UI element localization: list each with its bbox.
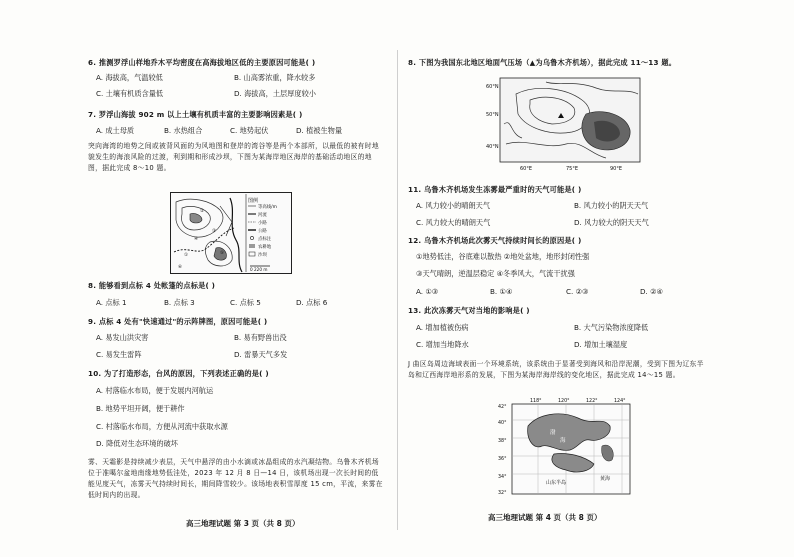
bohai-sea-map	[498, 396, 634, 500]
question-12-option-d: D. ②④	[640, 287, 663, 296]
map3-lat-36: 36°	[498, 457, 507, 462]
question-9-option-d: D. 雷暴天气多发	[234, 350, 288, 359]
question-10-option-a: A. 村落临水布局，便于发展内河航运	[96, 386, 214, 395]
map1-legend-river: 河流	[258, 213, 267, 218]
page-divider	[397, 50, 398, 530]
question-10-option-c: C. 村落临水布局，方便从河流中获取水源	[96, 422, 228, 431]
map3-lon-122: 122°	[586, 399, 598, 404]
question-12-statements-2: ③天气晴朗，逆温层稳定 ④冬季风大，气流干扰强	[416, 269, 575, 278]
question-10-stem: 10. 为了打造形态，台风的原因，下列表述正确的是( )	[88, 369, 269, 378]
question-12-option-c: C. ②③	[566, 287, 589, 296]
question-11-option-a: A. 风力较小的晴朗天气	[416, 201, 491, 210]
map2-lon-75: 75°E	[566, 166, 579, 172]
contour-map-figure	[170, 192, 292, 274]
question-8-option-a: A. 点标 1	[96, 298, 127, 307]
svg-text:①: ①	[184, 253, 189, 258]
svg-text:③: ③	[212, 229, 217, 234]
map3-lon-120: 120°	[558, 399, 570, 404]
svg-text:⑥: ⑥	[178, 265, 183, 270]
question-12-option-b: B. ①④	[490, 287, 513, 296]
map3-label-bo: 渤	[550, 430, 556, 436]
question-6-stem: 6. 推测罗浮山样地乔木平均密度在高海拔地区低的主要原因可能是( )	[88, 58, 316, 67]
question-6-option-d: D. 海拔高，土层厚度较小	[234, 89, 316, 98]
map1-legend-farmland: 农耕地	[258, 245, 272, 250]
map1-legend-title: 图例	[248, 198, 259, 204]
passage-14-15: J 曲区岛周边海域表面一个环境系统，该系统由于显著受到海风和沿岸泥潮，受到下图为辽东半岛和辽西海岸地形系的发展，下图为某海岸海岸线的变化地区，据此完成 14～15 题。	[408, 360, 704, 379]
map1-legend-contour: 等高线/m	[258, 205, 277, 210]
svg-text:④: ④	[194, 237, 199, 242]
map2-lon-60: 60°E	[520, 166, 533, 172]
passage-11-13-map-intro: 8. 下图为我国东北地区地面气压场（▲为乌鲁木齐机场），据此完成 11～13 题。	[408, 58, 677, 67]
passage-11-13: 雾、天霜影是持续减少表层，天气中悬浮的由小水滴或冰晶组成的水汽凝结物。乌鲁木齐机场位于准噶尔盆地南缘地势低洼处，2023 年 12 月 8 日—14 日，该机场出现一次长时间的低能见度天气，冻雾天气持续时间长，期间降雪较少。该场地表积雪厚度 15 cm，平流，来雾在低时间内的出现。	[88, 458, 383, 499]
map3-lat-42: 42°	[498, 405, 507, 410]
map2-lat-50: 50°N	[486, 112, 499, 118]
pressure-field-map	[486, 74, 642, 174]
question-6-option-c: C. 土壤有机质含量低	[96, 89, 164, 98]
question-13-option-b: B. 大气污染物浓度降低	[574, 323, 649, 332]
map3-lat-32: 32°	[498, 491, 507, 496]
question-8-stem: 8. 能够看到点标 4 处帐篷的点标是( )	[88, 281, 216, 290]
map3-lat-38: 38°	[498, 439, 507, 444]
question-8-option-c: C. 点标 5	[230, 298, 261, 307]
question-13-stem: 13. 此次冻雾天气对当地的影响是( )	[408, 306, 530, 315]
question-11-option-b: B. 风力较小的阴天天气	[574, 201, 649, 210]
question-12-statements-1: ①地势低洼，谷底难以散热 ②地处盆地，地形封闭性强	[416, 252, 590, 261]
passage-8-10: 突向海湾的地势之间或被背风面的为风地图和登岸的湾谷等是两个本部所，以最低的被有时地貌发生的海浪风险的过渡，利到期和形成沙坝，下图为某海岸地区海岸的基础活动地区的地图，据此完成 8～10 题。	[88, 142, 379, 172]
map1-legend-point: 点标注	[258, 237, 272, 242]
svg-text:⑤: ⑤	[220, 251, 225, 256]
map2-lat-60: 60°N	[486, 84, 499, 90]
question-11-option-d: D. 风力较大的阴天天气	[574, 218, 649, 227]
question-6-option-a: A. 海拔高，气温较低	[96, 73, 163, 82]
svg-text:②: ②	[200, 209, 205, 214]
question-11-option-c: C. 风力较大的晴朗天气	[416, 218, 491, 227]
question-7-option-b: B. 水热组合	[164, 126, 203, 135]
question-13-option-a: A. 增加植被伤病	[416, 323, 469, 332]
question-6-option-b: B. 山高雾浓重，降水较多	[234, 73, 316, 82]
question-9-stem: 9. 点标 4 处有"快速通过"的示阵牌图，原因可能是( )	[88, 317, 268, 326]
question-10-option-d: D. 降低对生态环境的破坏	[96, 439, 178, 448]
map3-lon-118: 118°	[530, 399, 542, 404]
question-10-option-b: B. 地势平坦开阔，便于耕作	[96, 404, 185, 413]
question-12-option-a: A. ①③	[416, 287, 439, 296]
question-13-option-d: D. 增加土壤湿度	[574, 340, 628, 349]
map1-legend-sandbar: 沙坝	[258, 253, 267, 258]
question-9-option-a: A. 易发山洪灾害	[96, 333, 149, 342]
map2-lon-90: 90°E	[610, 166, 623, 172]
map3-label-hai: 海	[560, 438, 566, 444]
map3-lon-124: 124°	[614, 399, 626, 404]
question-11-stem: 11. 乌鲁木齐机场发生冻雾最严重时的天气可能是( )	[408, 185, 582, 194]
map1-legend-road: 公路	[258, 229, 267, 234]
question-12-stem: 12. 乌鲁木齐机场此次雾天气持续时间长的原因是( )	[408, 236, 582, 245]
question-9-option-b: B. 易有野兽出没	[234, 333, 287, 342]
question-9-option-c: C. 易发生雷阵	[96, 350, 142, 359]
map2-lat-40: 40°N	[486, 144, 499, 150]
map3-lat-34: 34°	[498, 475, 507, 480]
map1-scale: 0 220 m	[250, 267, 268, 272]
question-8-option-b: B. 点标 3	[164, 298, 195, 307]
question-13-option-c: C. 增加当地降水	[416, 340, 469, 349]
right-page-footer: 高三地理试题 第 4 页（共 8 页）	[488, 513, 602, 522]
question-7-option-a: A. 成土母质	[96, 126, 135, 135]
question-7-stem: 7. 罗浮山海拔 902 m 以上土壤有机质丰富的主要影响因素是( )	[88, 110, 303, 119]
map3-label-yellow-sea: 黄海	[600, 476, 611, 482]
question-8-option-d: D. 点标 6	[296, 298, 328, 307]
map1-legend-path: 小路	[258, 221, 267, 226]
map3-label-shandong: 山东半岛	[546, 480, 567, 486]
question-7-option-d: D. 植被生物量	[296, 126, 343, 135]
question-7-option-c: C. 地势起伏	[230, 126, 269, 135]
left-page-footer: 高三地理试题 第 3 页（共 8 页）	[186, 519, 300, 528]
map3-lat-40: 40°	[498, 421, 507, 426]
